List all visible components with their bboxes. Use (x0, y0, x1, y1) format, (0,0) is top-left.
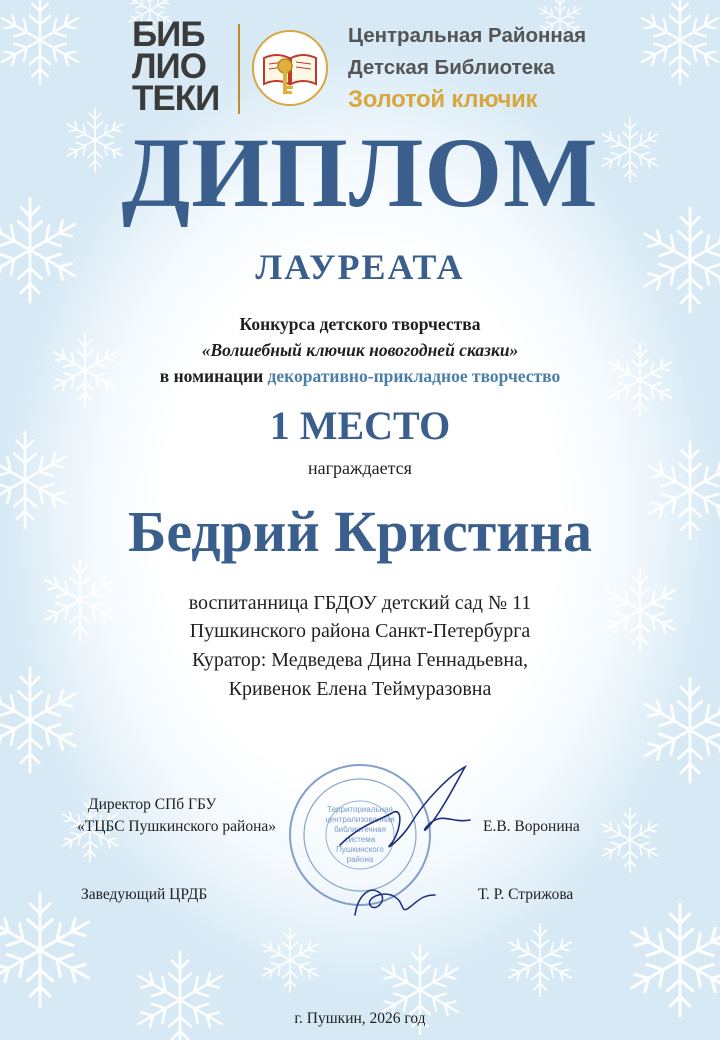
nomination-prefix: в номинации (159, 366, 264, 386)
seal-text-line-5: Пушкинского (336, 845, 384, 854)
library-slogan: Золотой ключик (348, 86, 538, 113)
logo-text-line-2: ЛИО (132, 47, 206, 86)
contest-name: «Волшебный ключик новогодней сказки» (201, 340, 519, 360)
description-line-1: воспитанница ГБДОУ детский сад № 11 (188, 592, 532, 614)
place-label: 1 МЕСТО (269, 403, 451, 448)
seal-text-line-6: района (346, 855, 374, 864)
seal-text-line-2: централизованная (325, 815, 395, 824)
logo-text-line-3: ТЕКИ (132, 79, 220, 118)
handwritten-signatures (330, 765, 480, 925)
library-name-line-1: Центральная Районная (348, 24, 587, 47)
nomination-line (0, 365, 720, 387)
head-name: Т. Р. Стрижова (478, 886, 574, 903)
nomination-value: декоративно-прикладное творчество (267, 366, 561, 386)
seal-text-line-4: система (344, 835, 376, 844)
description-line-3: Куратор: Медведева Дина Геннадьевна, (192, 649, 528, 671)
place-date: г. Пушкин, 2026 год (294, 1010, 426, 1027)
awarded-label: награждается (308, 458, 412, 478)
diploma-title: ДИПЛОМ (121, 117, 599, 228)
contest-line: Конкурса детского творчества (239, 314, 481, 334)
director-title-line-2: «ТЦБС Пушкинского района» (77, 818, 276, 835)
director-title-line-1: Директор СПб ГБУ (88, 796, 217, 813)
book-key-emblem-icon (250, 28, 330, 108)
head-title: Заведующий ЦРДБ (81, 886, 208, 903)
library-logo (132, 15, 232, 118)
description-line-2: Пушкинского района Санкт-Петербурга (189, 620, 531, 642)
logo-divider (238, 24, 240, 114)
library-name-line-2: Детская Библиотека (348, 56, 555, 79)
director-name: Е.В. Воронина (483, 818, 580, 835)
description-line-4: Кривенок Елена Теймуразовна (228, 678, 492, 700)
winner-name: Бедрий Кристина (127, 499, 593, 564)
logo-text-line-1: БИБ (132, 15, 205, 54)
diploma-subtitle: ЛАУРЕАТА (255, 247, 465, 287)
seal-text-line-1: Территориальная (327, 805, 393, 814)
seal-text-line-3: библиотечная (334, 825, 386, 834)
